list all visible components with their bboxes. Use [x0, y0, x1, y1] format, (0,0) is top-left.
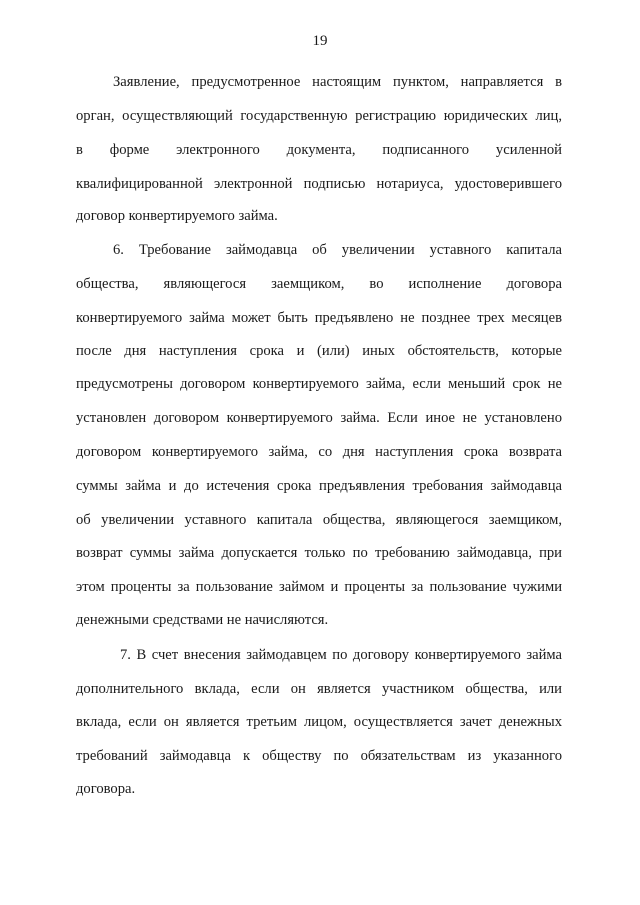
text-line: квалифицированной электронной подписью нотариуса, удостоверившего: [76, 176, 562, 192]
text-line: орган, осуществляющий государственную регистрацию юридических лиц,: [76, 108, 562, 124]
text-line: договор конвертируемого займа.: [76, 208, 278, 224]
text-line: договора.: [76, 781, 136, 797]
page-number: 19: [312, 33, 328, 49]
text-line: общества, являющегося заемщиком, во исполнение договора: [76, 276, 562, 292]
text-line: дополнительного вклада, если он является участником общества, или: [76, 681, 562, 697]
text-line: в форме электронного документа, подписанного усиленной: [76, 142, 562, 158]
text-line: 6. Требование займодавца об увеличении уставного капитала: [113, 242, 562, 258]
text-line: денежными средствами не начисляются.: [76, 612, 329, 628]
text-line: установлен договором конвертируемого займа. Если иное не установлено: [76, 410, 562, 426]
text-line: возврат суммы займа допускается только по требованию займодавца, при: [76, 545, 562, 561]
text-line: об увеличении уставного капитала общества, являющегося заемщиком,: [76, 512, 562, 528]
text-line: после дня наступления срока и (или) иных обстоятельств, которые: [76, 343, 562, 359]
text-line: вклада, если он является третьим лицом, осуществляется зачет денежных: [76, 714, 562, 730]
text-line: этом проценты за пользование займом и проценты за пользование чужими: [76, 579, 562, 595]
text-line: договором конвертируемого займа, со дня наступления срока возврата: [76, 444, 562, 460]
text-line: требований займодавца к обществу по обязательствам из указанного: [76, 748, 562, 764]
text-line: 7. В счет внесения займодавцем по договору конвертируемого займа: [120, 647, 562, 663]
text-line: конвертируемого займа может быть предъявлено не позднее трех месяцев: [76, 310, 562, 326]
text-line: Заявление, предусмотренное настоящим пунктом, направляется в: [113, 74, 562, 90]
text-line: предусмотрены договором конвертируемого займа, если меньший срок не: [76, 376, 562, 392]
text-line: суммы займа и до истечения срока предъявления требования займодавца: [76, 478, 562, 494]
